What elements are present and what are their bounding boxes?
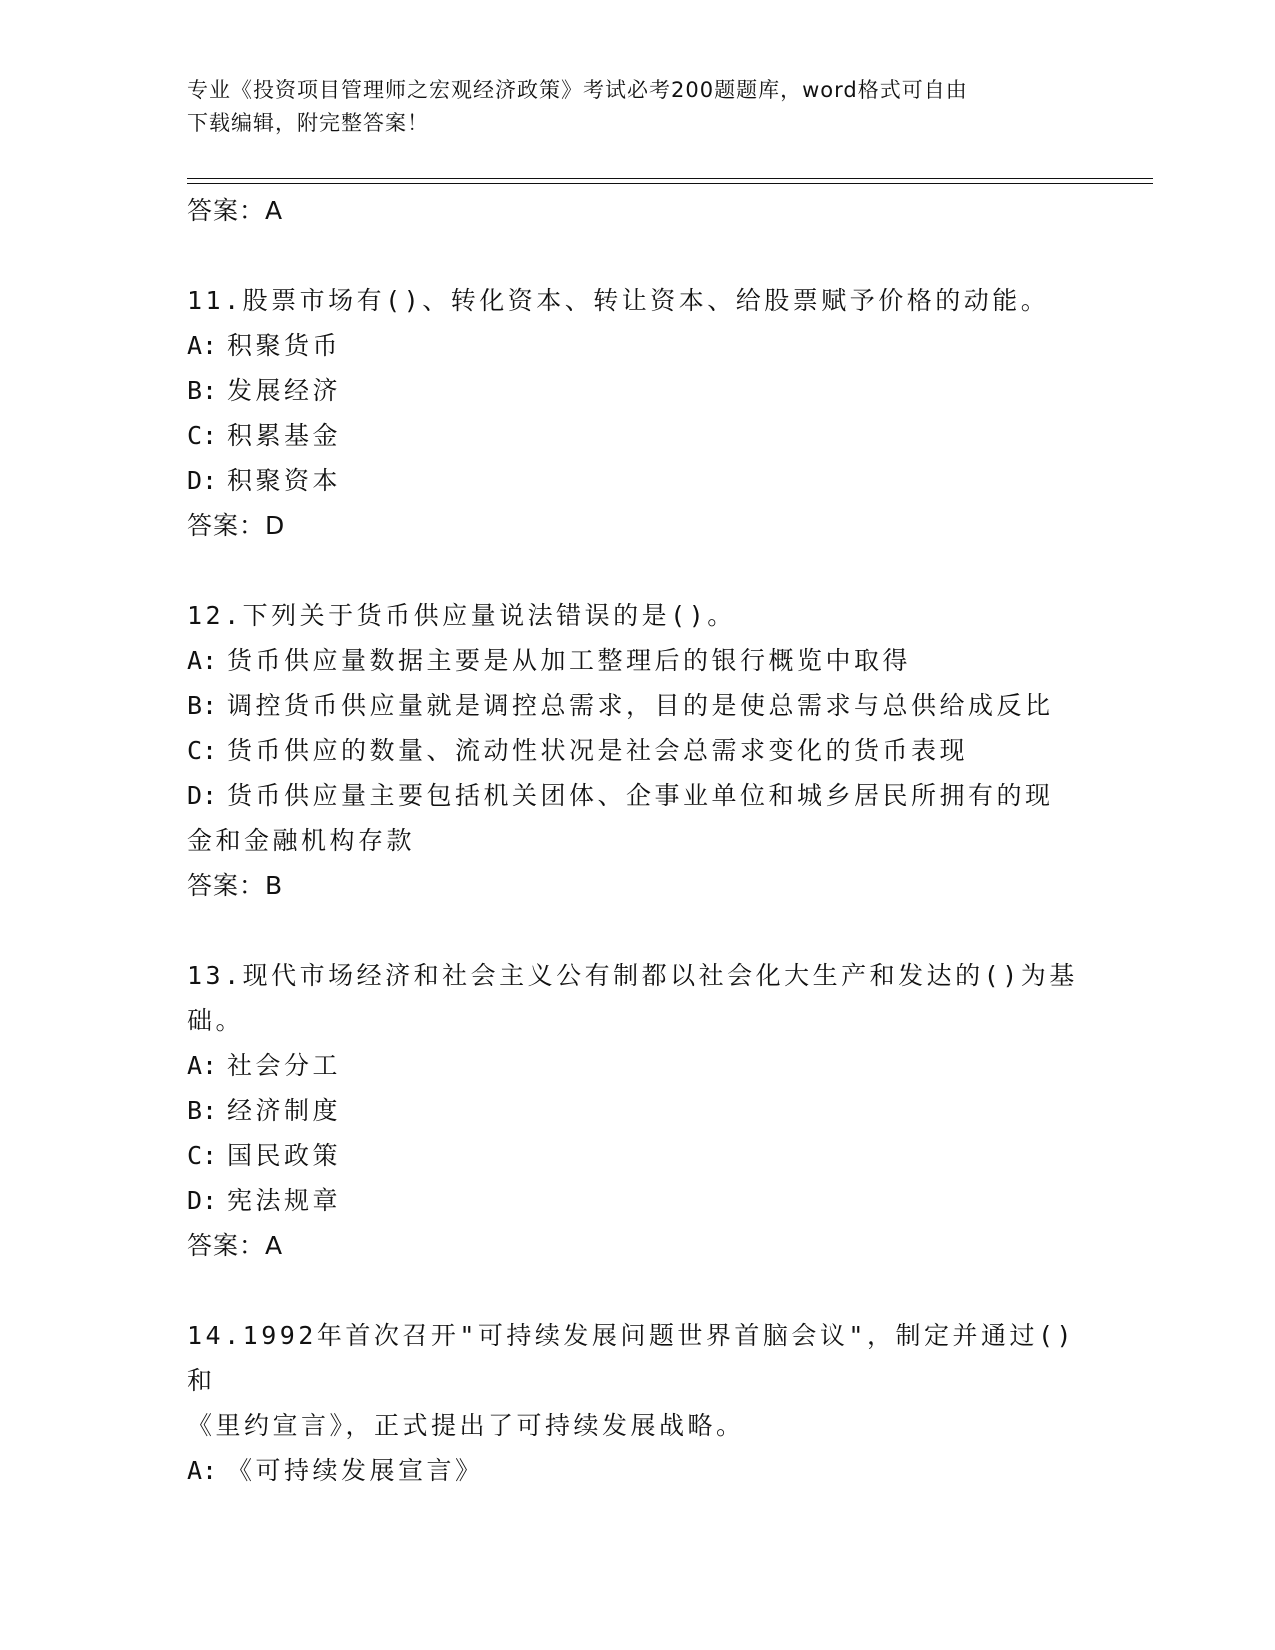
option-text: 货币供应量数据主要是从加工整理后的银行概览中取得: [227, 646, 912, 675]
option-a: [187, 1448, 1087, 1493]
document-header: [187, 74, 1067, 140]
question-answer: 答案：D: [187, 511, 286, 540]
option-d: [187, 1178, 1087, 1223]
option-text: 货币供应量主要包括机关团体、企事业单位和城乡居民所拥有的现: [227, 781, 1054, 810]
option-key: C:: [187, 736, 218, 765]
previous-answer: 答案：A: [187, 196, 284, 225]
option-d: [187, 458, 1087, 503]
option-text: 经济制度: [227, 1096, 342, 1125]
option-text: 积累基金: [227, 421, 342, 450]
option-text: 积聚货币: [227, 331, 342, 360]
question-14: [187, 1313, 1087, 1493]
option-text: 国民政策: [227, 1141, 342, 1170]
option-a: [187, 1043, 1087, 1088]
option-key: D:: [187, 466, 218, 495]
question-answer: 答案：A: [187, 1231, 284, 1260]
question-stem: 11.股票市场有()、转化资本、转让资本、给股票赋予价格的动能。: [187, 286, 1050, 315]
option-c: [187, 1133, 1087, 1178]
question-answer: 答案：B: [187, 871, 284, 900]
option-c: [187, 728, 1087, 773]
option-text: 社会分工: [227, 1051, 342, 1080]
header-line-2: 下载编辑，附完整答案！: [187, 111, 429, 135]
option-b: [187, 368, 1087, 413]
header-rule-top: [187, 178, 1153, 179]
option-text: 发展经济: [227, 376, 342, 405]
option-key: B:: [187, 1096, 218, 1125]
question-stem: 14.1992年首次召开"可持续发展问题世界首脑会议"，制定并通过()和: [187, 1321, 1076, 1395]
option-text: 积聚资本: [227, 466, 342, 495]
option-d-continuation: 金和金融机构存款: [187, 826, 416, 855]
question-12: [187, 593, 1087, 908]
option-key: D:: [187, 781, 218, 810]
spacer: [187, 908, 1087, 953]
question-stem: 13.现代市场经济和社会主义公有制都以社会化大生产和发达的()为基: [187, 961, 1078, 990]
question-stem: 12.下列关于货币供应量说法错误的是()。: [187, 601, 736, 630]
header-line-1: 专业《投资项目管理师之宏观经济政策》考试必考200题题库，word格式可自由: [187, 78, 968, 102]
option-key: A:: [187, 331, 218, 360]
option-c: [187, 413, 1087, 458]
option-b: [187, 1088, 1087, 1133]
option-key: A:: [187, 646, 218, 675]
option-a: [187, 323, 1087, 368]
question-stem-continuation: 础。: [187, 1006, 245, 1035]
option-b: [187, 683, 1087, 728]
option-a: [187, 638, 1087, 683]
option-text: 宪法规章: [227, 1186, 342, 1215]
option-key: B:: [187, 376, 218, 405]
option-text: 货币供应的数量、流动性状况是社会总需求变化的货币表现: [227, 736, 969, 765]
question-list: [187, 188, 1087, 1493]
spacer: [187, 1268, 1087, 1313]
option-key: D:: [187, 1186, 218, 1215]
spacer: [187, 233, 1087, 278]
question-stem-continuation: 《里约宣言》，正式提出了可持续发展战略。: [187, 1411, 745, 1440]
option-key: C:: [187, 421, 218, 450]
spacer: [187, 548, 1087, 593]
option-d: [187, 773, 1087, 818]
question-11: [187, 278, 1087, 548]
option-key: B:: [187, 691, 218, 720]
header-rule-bottom: [187, 183, 1153, 184]
question-13: [187, 953, 1087, 1268]
option-text: 《可持续发展宣言》: [227, 1456, 484, 1485]
option-key: A:: [187, 1456, 218, 1485]
option-key: C:: [187, 1141, 218, 1170]
option-key: A:: [187, 1051, 218, 1080]
option-text: 调控货币供应量就是调控总需求，目的是使总需求与总供给成反比: [227, 691, 1054, 720]
